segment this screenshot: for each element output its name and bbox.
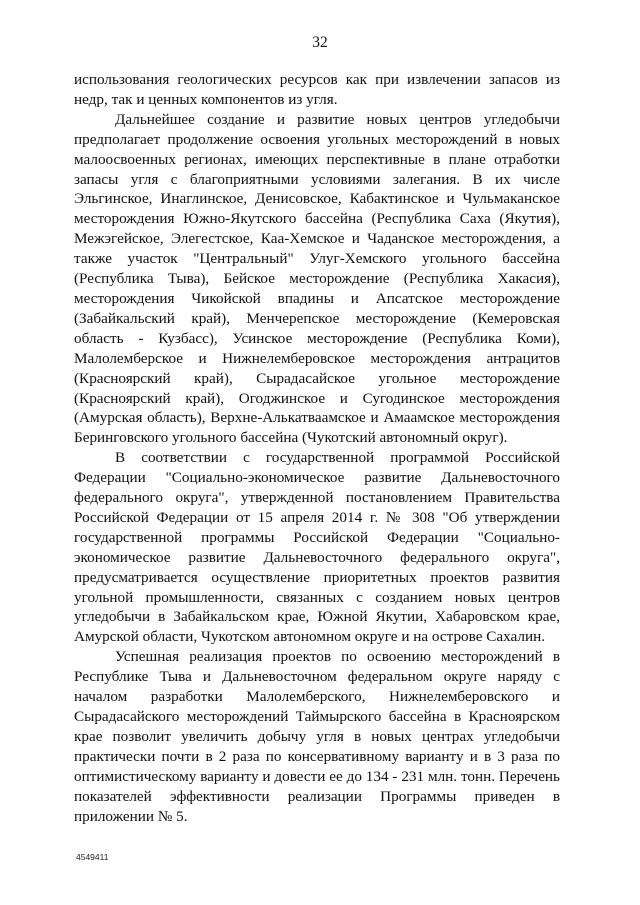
paragraph-new-coal-centers: Дальнейшее создание и развитие новых центров угледобычи предполагает продолжение освоения угольных месторождений в новых малоосвоенных регионах, имеющих перспективные в плане отработки запасы угля с благоприятными условиями залегания. В их числе Эльгинское, Инаглинское, Денисовское, Кабактинское и Чульмаканское месторождения Южно-Якутского бассейна (Республика Саха (Якутия), Межэгейское, Элегестское, Каа-Хемское и Чаданское месторождения, а также участок "Центральный" Улуг-Хемского угольного бассейна (Республика Тыва), Бейское месторождение (Республика Хакасия), месторождения Чикойской впадины и Апсатское месторождение (Забайкальский край), Менчерепское месторождение (Кемеровская область - Кузбасс), Усинское месторождение (Республика Коми), Малолемберское и Нижнелемберовское месторождения антрацитов (Красноярский край), Сырадасайское угольное месторождение (Красноярский край), Огоджинское и Сугодинское месторождения (Амурская область), Верхне-Алькатваамское и Амаамское месторождения Беринговского угольного бассейна (Чукотский автономный округ).: [74, 110, 560, 447]
document-code: 4549411: [76, 852, 109, 862]
page-number: 32: [312, 34, 328, 51]
paragraph-implementation-results: Успешная реализация проектов по освоению месторождений в Республике Тыва и Дальневосточном федеральном округе наряду с началом разработки Малолемберского, Нижнелемберовского и Сырадасайского месторождений Таймырского бассейна в Красноярском крае позволит увеличить добычу угля в новых центрах угледобычи практически почти в 2 раза по консервативному варианту и в 3 раза по оптимистическому варианту и довести ее до 134 - 231 млн. тонн. Перечень показателей эффективности реализации Программы приведен в приложении № 5.: [74, 648, 560, 825]
body-text: [74, 70, 560, 826]
paragraph-state-program: В соответствии с государственной программой Российской Федерации "Социально-экономическое развитие Дальневосточного федерального округа", утвержденной постановлением Правительства Российской Федерации от 15 апреля 2014 г. № 308 "Об утверждении государственной программы Российской Федерации "Социально-экономическое развитие Дальневосточного федерального округа", предусматривается осуществление приоритетных проектов развития угольной промышленности, связанных с созданием новых центров угледобычи в Забайкальском крае, Южной Якутии, Хабаровском крае, Амурской области, Чукотском автономном округе и на острове Сахалин.: [74, 449, 560, 646]
paragraph-continuation: использования геологических ресурсов как при извлечении запасов из недр, так и ценных компонентов из угля.: [74, 71, 560, 108]
